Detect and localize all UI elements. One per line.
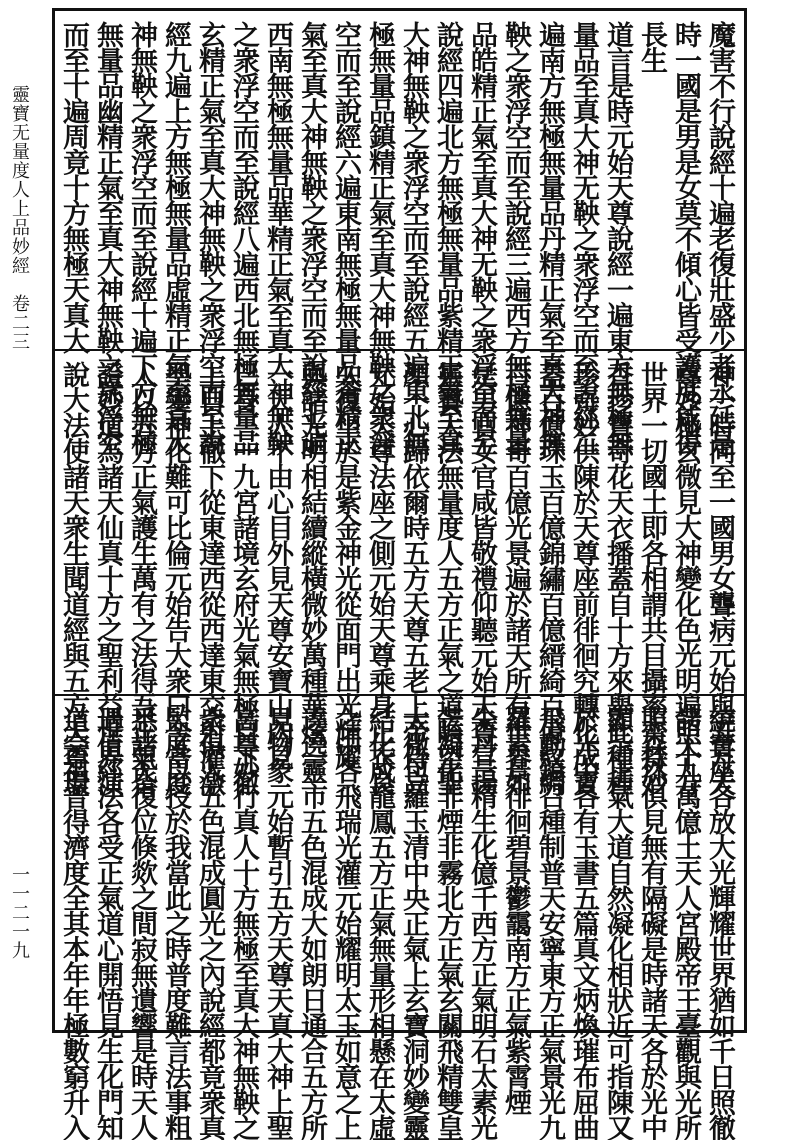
text-column: 之衆浮空而至說經八遍西北無極無量品: [228, 21, 259, 455]
text-column: 道宗祖普得濟度全其本年年極數窮升入: [58, 706, 89, 1140]
text-column: 與諸光明相結續縱橫微妙萬種華炫一: [296, 361, 327, 769]
text-column: 一天人不由心目外見天尊安寶山內見: [262, 361, 293, 769]
text-panel-bottom: [55, 694, 744, 1140]
text-column: 高尊妙行真人十方無極至真大神無鞅之: [228, 706, 259, 1140]
scripture-title-margin: 靈寶无量度人上品妙經 卷二三: [9, 85, 30, 351]
text-column: 遶遶靈市五色混成大如朗日通合五方所: [296, 706, 327, 1140]
text-column: 無量品幽精正氣至真大神無鞅之衆浮空: [92, 21, 123, 455]
text-column: 諸天九萬億土天人宮殿帝王臺觀與光所: [670, 706, 701, 1140]
text-column: 珍奇妙供陳於天尊座前徘徊究轉化成寶: [568, 361, 599, 795]
text-column: 道言是時元始天尊說經一遍東方無極無: [602, 21, 633, 455]
text-column: 朱丹三精生化億千西方正氣明石太素光: [466, 706, 497, 1140]
text-column: 悉諸天復位倏欻之間寂無遺響是時天人: [126, 706, 157, 1140]
text-column: 是男官女官咸皆敬禮仰聽元始天尊宣揚: [466, 361, 497, 795]
text-column: 蓋百億珠玉百億錦繡百億縉綺百億紋綢: [534, 361, 565, 795]
text-column: 尊妙極玄微見大神變化色光明遍照十方: [670, 361, 701, 795]
text-column: 大神無鞅之衆浮空而至說經五遍東北無: [398, 21, 429, 455]
text-panel-middle: [55, 349, 744, 795]
text-column: 玄精正氣至真大神無鞅之衆浮空而至說: [194, 21, 225, 455]
text-column: 靈寶大法無量度人五方正氣之道瞻望聖: [432, 361, 463, 795]
text-column: 羅素景徘徊碧景鬱靄南方正氣紫霄煙: [500, 706, 531, 1114]
text-column: 已身三一九宮諸境玄府光氣無極自下徹: [228, 361, 259, 795]
text-column: 芒凝化非煙非霧北方正氣玄關飛精雙皇: [432, 706, 463, 1140]
text-column: 說大法使諸天衆生聞道經與五方天尊環: [58, 361, 89, 795]
text-column: 說經四遍北方無極無量品紫精正氣至真: [432, 21, 463, 455]
text-column: 百億神奇百億光景遍於諸天所有世界如: [500, 361, 531, 795]
text-column: 顏一心歸依爾時五方天尊五老上帝侍立: [398, 361, 429, 795]
text-column: 上自上徹下從東達西從西達東交射灌激: [194, 361, 225, 795]
text-column: 經九遍上方無極無量品虛精正氣至真大: [160, 21, 191, 455]
text-column: 結化成龍鳳五方正氣無量形相懸在太虛: [364, 706, 395, 1140]
text-column: 之中各飛瑞光灌元始耀明太玉如意之上: [330, 706, 361, 1140]
text-column: 空而至說經六遍東南無極無量品蒼精正: [330, 21, 361, 455]
text-column: 繞寶座各放大光輝耀世界猶如千日照徹: [704, 706, 735, 1140]
text-column: 世界一切國土即各相謂共目攝率齋持妙: [636, 361, 667, 795]
text-column: 太微包羅玉清中央正氣上玄寶洞妙變靈: [398, 706, 429, 1140]
text-column: 而至十遍周竟十方無極天真大: [58, 21, 89, 353]
text-column: 氣至真大神無鞅之衆浮空而至說經七遍: [296, 21, 327, 455]
text-column: 極無量品鎮精正氣至真大神無鞅之衆浮: [364, 21, 395, 455]
text-column: 顯示正氣大道自然凝化相狀近可指陳又: [602, 706, 633, 1140]
text-column: 神一時同至一國男女聾病元始與五方天: [704, 361, 735, 795]
text-column: 遍南方無極無量品丹精正氣至真大神無: [534, 21, 565, 455]
text-column: 於光中各有玉書五篇真文炳煥璀布屈曲: [568, 706, 599, 1140]
text-column: 元始天尊法座之側元始天尊乘身正衣良: [364, 361, 395, 795]
text-column: 人以五方正氣護生萬有之法得吾正氣皆: [126, 361, 157, 795]
page-number-margin: 一一二一九: [9, 865, 30, 960]
text-column: 魔害不行說經十遍老復壯盛少者永延是: [704, 21, 735, 455]
text-column: 照森然俱見無有隔礙是時諸天各於光中: [636, 706, 667, 1140]
text-column: 神無鞅之衆浮空而至說經十遍下方無極: [126, 21, 157, 455]
text-column: 監度以授於我當此之時普度難言法事粗: [160, 706, 191, 1140]
text-column: 品皓精正氣至真大神无鞅之衆浮空而至: [466, 21, 497, 455]
text-column: 遇值經法各受正氣道心開悟見生化門知: [92, 706, 123, 1140]
text-column: 長生: [636, 21, 667, 72]
text-column: 時一國是男是女莫不傾心皆受護度咸得: [670, 21, 701, 455]
text-column: 衆俱入五色混成圓光之內說經都竟衆真: [194, 706, 225, 1140]
text-column: 鞅之衆浮空而至說經三遍西方無極無量: [500, 21, 531, 455]
text-column: 見物象元始暫引五方天尊天真大神上聖: [262, 706, 293, 1140]
text-column: 香珍寶奇花天衣播蓋自十方來舉此種種: [602, 361, 633, 795]
text-column: 證妙道為諸天仙真十方之聖利益世界演: [92, 361, 123, 795]
text-column: 久復坐於是紫金神光從面門出光輝耀: [330, 361, 361, 769]
text-column: 飛動鎮召種制普天安寧東方正氣景光九: [534, 706, 565, 1140]
text-panel-top: [55, 11, 744, 455]
text-column: 量品至真大神无鞅之衆浮空而至說經二: [568, 21, 599, 455]
text-column: 聖變神化難可比倫元始告大衆曰今當度: [160, 361, 191, 795]
text-column: 西南無極無量品華精正氣至真大神無鞅: [262, 21, 293, 455]
